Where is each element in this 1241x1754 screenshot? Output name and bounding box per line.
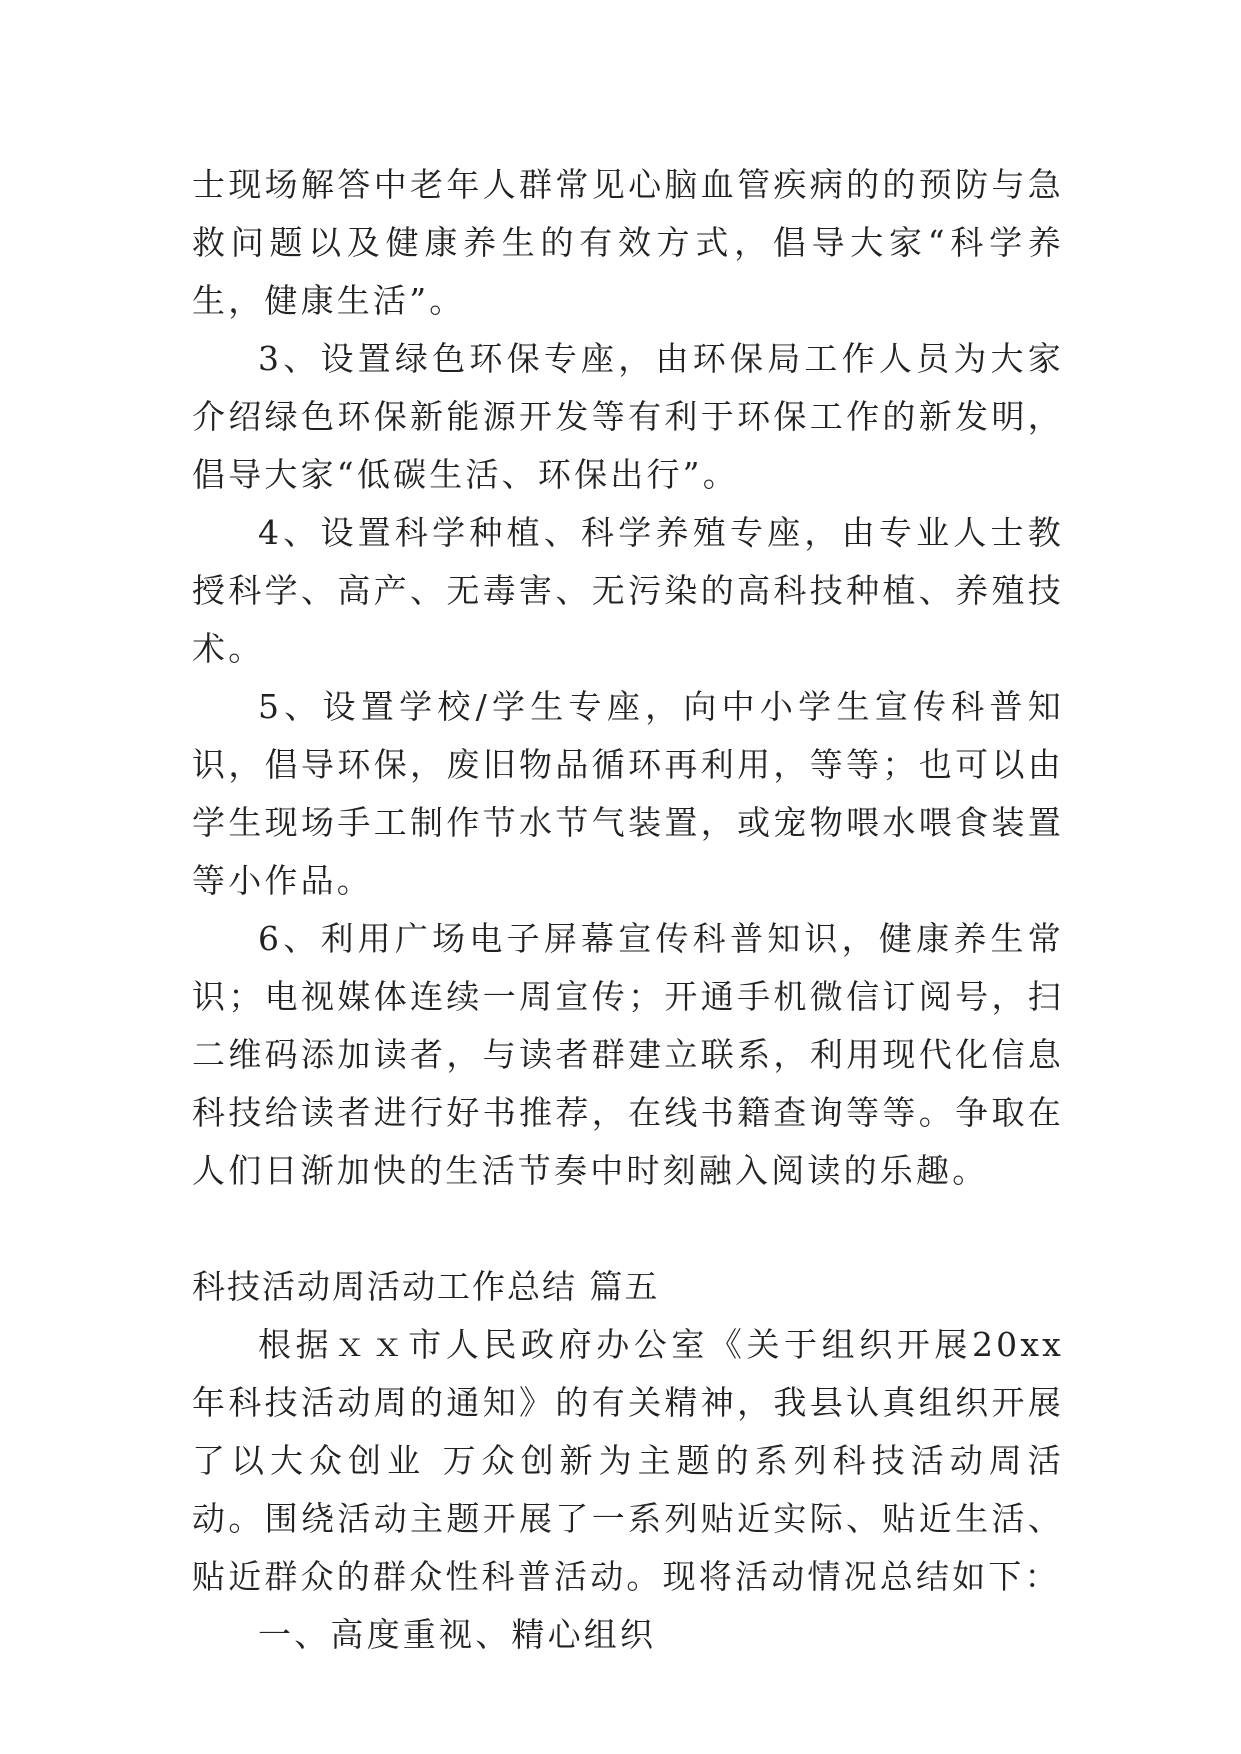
subheading-one: 一、高度重视、精心组织 [258,1615,657,1654]
paragraph-item-5: 5、设置学校/学生专座，向中小学生宣传科普知识，倡导环保，废旧物品循环再利用，等等；也可以由学生现场手工制作节水节气装置，或宠物喂水喂食装置等小作品。 [192,687,1064,900]
section-heading: 科技活动周活动工作总结 篇五 [192,1267,660,1306]
paragraph-intro: 根据ｘｘ市人民政府办公室《关于组织开展20xx年科技活动周的通知》的有关精神，我县认真组织开展了以大众创业 万众创新为主题的系列科技活动周活动。围绕活动主题开展了一系列贴近实际、贴近生活、贴近群众的群众性科普活动。现将活动情况总结如下： [192,1325,1064,1596]
paragraph-continuation: 士现场解答中老年人群常见心脑血管疾病的的预防与急救问题以及健康养生的有效方式，倡导大家“科学养生，健康生活”。 [192,165,1064,320]
document-body [192,156,1064,1664]
paragraph-item-6: 6、利用广场电子屏幕宣传科普知识，健康养生常识；电视媒体连续一周宣传；开通手机微信订阅号，扫二维码添加读者，与读者群建立联系，利用现代化信息科技给读者进行好书推荐，在线书籍查询等等。争取在人们日渐加快的生活节奏中时刻融入阅读的乐趣。 [192,919,1064,1190]
paragraph-item-4: 4、设置科学种植、科学养殖专座，由专业人士教授科学、高产、无毒害、无污染的高科技种植、养殖技术。 [192,513,1064,668]
paragraph-item-3: 3、设置绿色环保专座，由环保局工作人员为大家介绍绿色环保新能源开发等有利于环保工作的新发明，倡导大家“低碳生活、环保出行”。 [192,339,1064,494]
